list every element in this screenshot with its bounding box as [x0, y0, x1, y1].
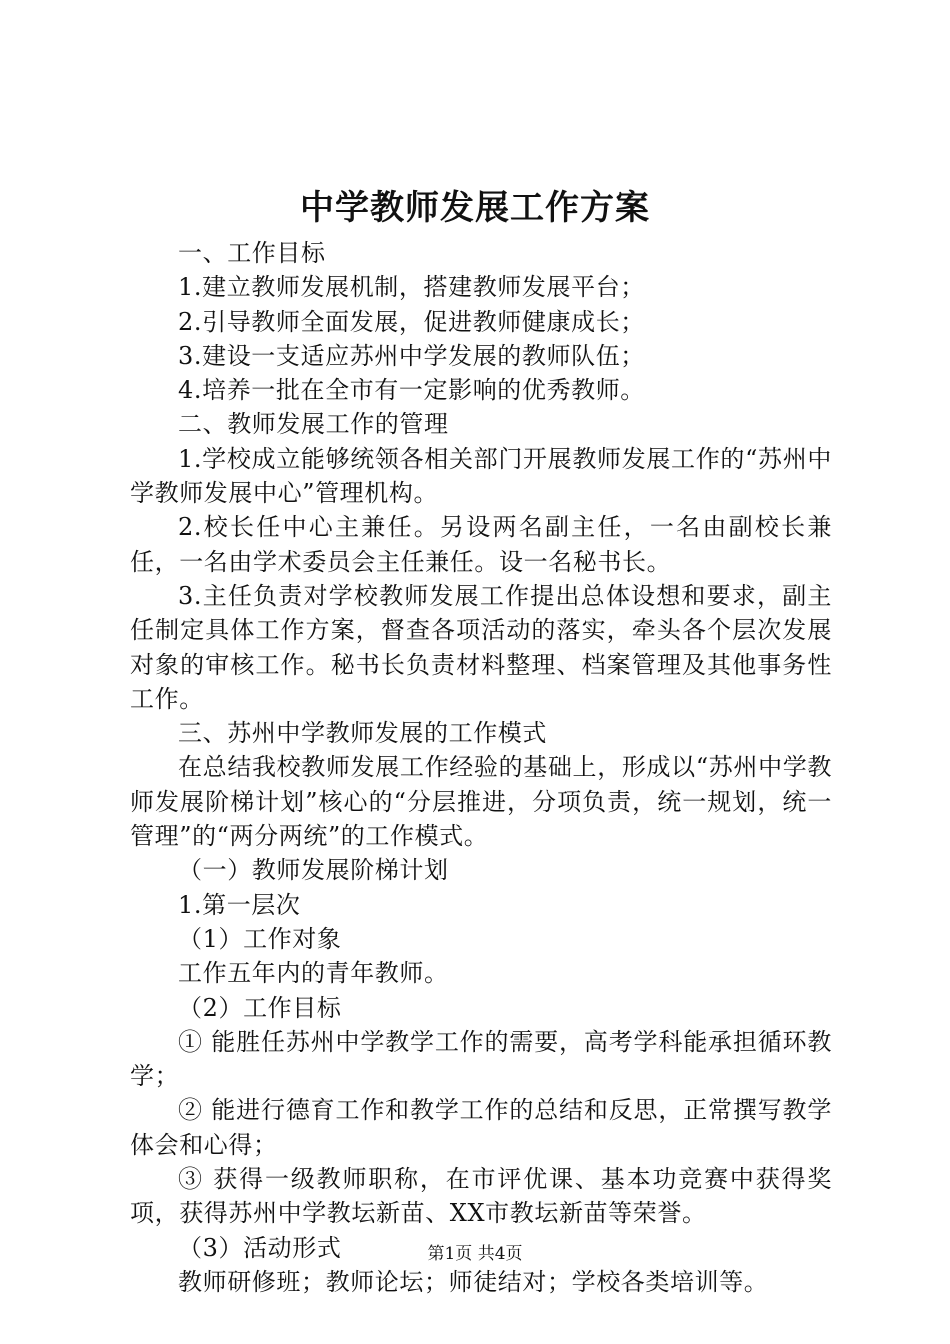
page-footer: 第1页 共4页	[427, 1244, 523, 1264]
subheading-work-target: （1）工作对象	[178, 924, 342, 953]
work-goal-item-1: ① 能胜任苏州中学教学工作的需要，高考学科能承担循环教学；	[130, 1027, 832, 1091]
section-heading-mode: 三、苏州中学教师发展的工作模式	[178, 719, 547, 748]
subsection-heading-ladder-plan: （一）教师发展阶梯计划	[178, 856, 449, 885]
document-body	[130, 236, 832, 1299]
activity-forms-text: 教师研修班；教师论坛；师徒结对；学校各类培训等。	[178, 1267, 769, 1296]
mode-paragraph: 在总结我校教师发展工作经验的基础上，形成以“苏州中学教师发展阶梯计划”核心的“分层推进，分项负责，统一规划，统一管理”的“两分两统”的工作模式。	[130, 753, 832, 851]
goal-item-2: 2.引导教师全面发展，促进教师健康成长；	[178, 307, 645, 336]
management-item-3: 3.主任负责对学校教师发展工作提出总体设想和要求，副主任制定具体工作方案，督查各项活动的落实，牵头各个层次发展对象的审核工作。秘书长负责材料整理、档案管理及其他事务性工作。	[130, 581, 832, 713]
management-item-1: 1.学校成立能够统领各相关部门开展教师发展工作的“苏州中学教师发展中心”管理机构。	[130, 444, 832, 508]
goal-item-3: 3.建设一支适应苏州中学发展的教师队伍；	[178, 341, 645, 370]
management-item-2: 2.校长任中心主兼任。另设两名副主任，一名由副校长兼任，一名由学术委员会主任兼任。设一名秘书长。	[130, 513, 832, 576]
subheading-work-goals: （2）工作目标	[178, 993, 342, 1022]
section-heading-goals: 一、工作目标	[178, 239, 326, 267]
document-title: 中学教师发展工作方案	[300, 188, 650, 228]
goal-item-4: 4.培养一批在全市有一定影响的优秀教师。	[178, 376, 645, 405]
work-target-text: 工作五年内的青年教师。	[178, 959, 449, 988]
level-heading-first: 1.第一层次	[178, 890, 301, 919]
subheading-activity-forms: （3）活动形式	[178, 1233, 342, 1262]
goal-item-1: 1.建立教师发展机制，搭建教师发展平台；	[178, 273, 645, 302]
work-goal-item-3: ③ 获得一级教师职称，在市评优课、基本功竞赛中获得奖项，获得苏州中学教坛新苗、XX市教坛新苗等荣誉。	[130, 1165, 832, 1228]
work-goal-item-2: ② 能进行德育工作和教学工作的总结和反思，正常撰写教学体会和心得；	[130, 1096, 832, 1159]
section-heading-management: 二、教师发展工作的管理	[178, 410, 449, 439]
